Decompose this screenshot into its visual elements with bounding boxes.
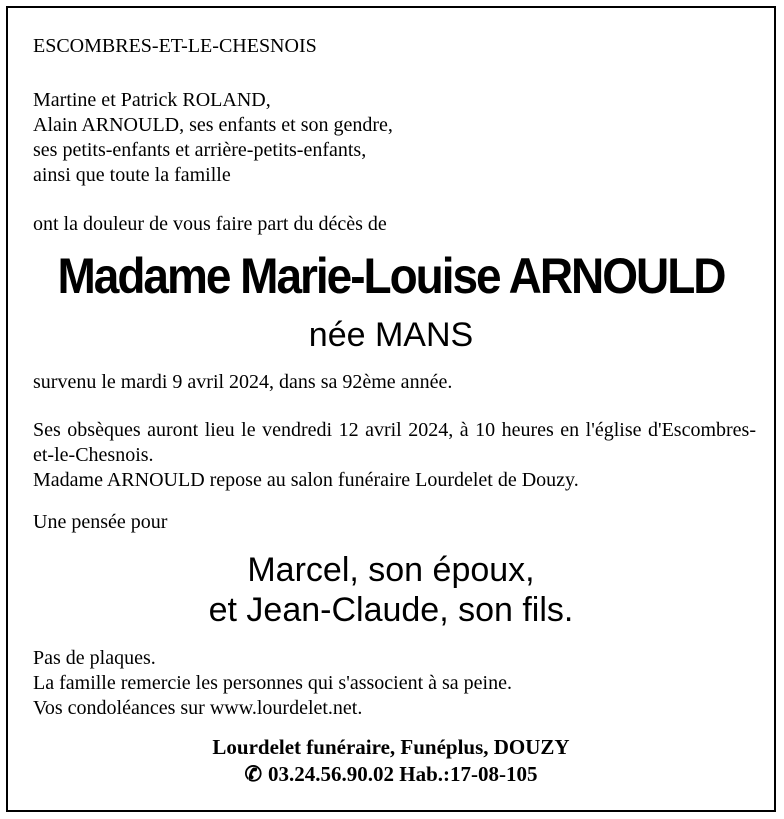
announcement-text: ont la douleur de vous faire part du décès de	[33, 213, 387, 235]
phone-icon: ✆	[244, 762, 263, 786]
funeral-home-footer	[8, 734, 774, 788]
family-block	[33, 88, 756, 188]
contact-line	[8, 761, 774, 788]
closing-line: La famille remercie les personnes qui s'associent à sa peine.	[33, 672, 512, 694]
memorial-line: Marcel, son époux,	[247, 551, 535, 589]
maiden-name: née MANS	[308, 316, 474, 354]
funeral-home-name: Lourdelet funéraire, Funéplus, DOUZY	[212, 735, 570, 759]
funeral-paragraph: Ses obsèques auront lieu le vendredi 12 avril 2024, à 10 heures en l'église d'Escombres-et-le-Chesnois.	[33, 419, 756, 466]
memorial-block	[8, 550, 774, 630]
repose-text: Madame ARNOULD repose au salon funéraire Lourdelet de Douzy.	[33, 469, 579, 491]
deceased-name: Madame Marie-Louise ARNOULD	[57, 248, 725, 304]
town-heading: ESCOMBRES-ET-LE-CHESNOIS	[33, 35, 317, 57]
family-line: ainsi que toute la famille	[33, 164, 231, 186]
death-details: survenu le mardi 9 avril 2024, dans sa 92ème année.	[33, 371, 453, 393]
closing-block	[33, 646, 756, 721]
family-line: ses petits-enfants et arrière-petits-enfants,	[33, 139, 367, 161]
family-line: Alain ARNOULD, ses enfants et son gendre,	[33, 114, 393, 136]
memorial-line: et Jean-Claude, son fils.	[208, 591, 574, 629]
closing-line: Pas de plaques.	[33, 647, 156, 669]
closing-line: Vos condoléances sur www.lourdelet.net.	[33, 697, 363, 719]
funeral-block	[33, 418, 756, 493]
phone-number: 03.24.56.90.02 Hab.:17-08-105	[268, 762, 538, 786]
obituary-notice	[6, 6, 776, 812]
thought-intro: Une pensée pour	[33, 511, 168, 533]
family-line: Martine et Patrick ROLAND,	[33, 89, 271, 111]
